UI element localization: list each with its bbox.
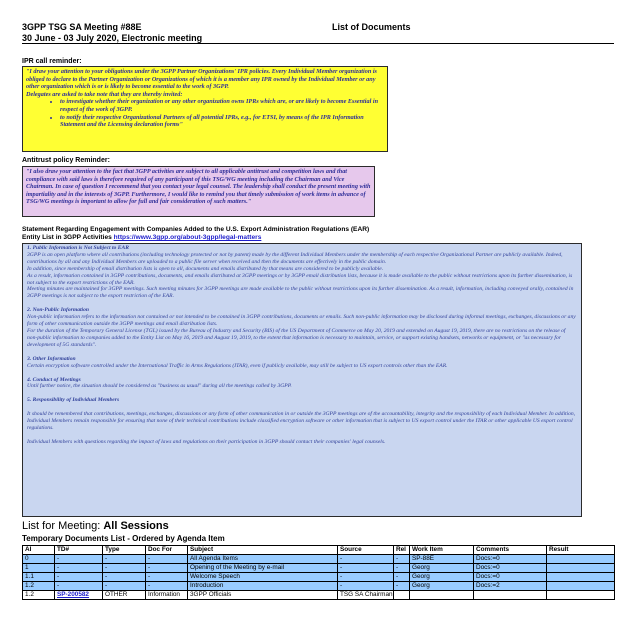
ear-section-5-paragraph: Individual Members with questions regarding the impact of laws and regulations on their participation in 3GPP should contact their companies' legal counsels. [27, 438, 386, 445]
ipr-reminder-box [22, 66, 388, 152]
td-link-sp-200582[interactable]: SP-200582 [57, 591, 89, 598]
cell-doc-for: - [146, 573, 188, 582]
ipr-title: IPR call reminder: [22, 58, 82, 65]
cell-comments: Docs:=0 [474, 555, 547, 564]
ear-section-2-paragraph: Non-public information refers to the information not contained or not intended to be contained in 3GPP contributions, documents or emails. Such non-public information may be disclosed during informal meetings, exchanges, discussions or any form of other communication outside the 3GPP meetings and email distribution lists. [27, 314, 576, 328]
table-row [23, 591, 615, 600]
cell-comments: Docs:=0 [474, 573, 547, 582]
col-header-result: Result [547, 546, 615, 555]
meeting-dates: 30 June - 03 July 2020, Electronic meeting [22, 32, 203, 43]
antitrust-reminder-box [22, 166, 375, 217]
col-header-td: TD# [55, 546, 103, 555]
ear-title-line-1: Statement Regarding Engagement with Companies Added to the U.S. Export Administration Regulations (EAR) [22, 226, 370, 233]
ear-section-1-heading: 1. Public Information is Not Subject to EAR [27, 245, 129, 251]
ear-title-line-2-text: Entity List in 3GPP Activities [22, 234, 112, 241]
cell-result [547, 582, 615, 591]
table-row [23, 582, 615, 591]
document-title: List of Documents [332, 22, 411, 32]
ipr-paragraph-2: Delegates are asked to take note that they are thereby invited: [26, 90, 183, 98]
ear-section-3-paragraph: Certain encryption software controlled under the International Traffic in Arms Regulations (ITAR), even if publicly available, may still be subject to US export controls other than the EAR. [27, 362, 448, 369]
cell-comments: Docs:=2 [474, 582, 547, 591]
ear-section-4-paragraph: Until further notice, the situation should be considered as "business as usual" during all the meetings called by 3GPP. [27, 383, 292, 390]
col-header-work-item: Work Item [410, 546, 474, 555]
cell-ai: 0 [23, 555, 55, 564]
ear-statement-title [22, 226, 582, 242]
ear-section-1-paragraph: As a result, information contained in 3GPP contributions, documents, and emails distributed at 3GPP meetings or by 3GPP email distribution lists, because it is made available to the public without restrictions upon its further dissemination, is not subject to the export restrictions of the EAR. [27, 272, 573, 286]
meeting-info [22, 22, 202, 43]
list-subtitle: Temporary Documents List - Ordered by Agenda Item [22, 534, 225, 543]
meeting-name: 3GPP TSG SA Meeting #88E [22, 22, 142, 32]
col-header-ai: AI [23, 546, 55, 555]
cell-rel: - [394, 582, 410, 591]
cell-ai: 1.2 [23, 582, 55, 591]
cell-result [547, 555, 615, 564]
list-prefix: List for Meeting: [22, 520, 101, 532]
antitrust-title: Antitrust policy Reminder: [22, 157, 110, 164]
cell-td: - [55, 564, 103, 573]
ipr-bullet-1: • to investigate whether their organization or any other organization owns IPRs which are, or are likely to become Essential in respect of the work of 3GPP. [60, 98, 384, 113]
cell-result [547, 591, 615, 600]
col-header-rel: Rel [394, 546, 410, 555]
header-divider [22, 43, 614, 44]
table-row [23, 555, 615, 564]
col-header-type: Type [103, 546, 146, 555]
cell-source: - [338, 582, 394, 591]
cell-doc-for: Information [146, 591, 188, 600]
cell-subject: All Agenda Items [188, 555, 338, 564]
cell-rel: - [394, 564, 410, 573]
table-header-row [23, 546, 615, 555]
cell-doc-for: - [146, 555, 188, 564]
cell-doc-for: - [146, 564, 188, 573]
ear-section-5-paragraph: It should be remembered that contributions, meetings, exchanges, discussions or any form of other communication in or outside the 3GPP meetings are of the accountability, integrity and the responsibility of each Individual Member. In addition, Individual Members remain responsible for ensuring that none of their technical contributions include classified encryption software or other information that is subject to US export control under the ITAR or other applicable US export control regulations. [27, 411, 576, 432]
cell-subject: Introduction [188, 582, 338, 591]
legal-matters-link[interactable]: https://www.3gpp.org/about-3gpp/legal-matters [113, 234, 262, 241]
ear-section-4-heading: 4. Conduct of Meetings [27, 376, 81, 383]
cell-rel: - [394, 573, 410, 582]
col-header-comments: Comments [474, 546, 547, 555]
ipr-bullet-list [26, 98, 384, 128]
ear-section-5-heading: 5. Responsibility of Individual Members [27, 397, 120, 404]
document-header [22, 22, 614, 44]
cell-ai: 1.2 [23, 591, 55, 600]
cell-td [55, 591, 103, 600]
cell-ai: 1.1 [23, 573, 55, 582]
cell-doc-for: - [146, 582, 188, 591]
cell-type: OTHER [103, 591, 146, 600]
cell-work-item: SP-88E [410, 555, 474, 564]
cell-source: - [338, 573, 394, 582]
cell-type: - [103, 564, 146, 573]
documents-table [22, 545, 615, 600]
cell-td: - [55, 582, 103, 591]
cell-type: - [103, 555, 146, 564]
ear-title-line-2 [22, 234, 582, 242]
cell-work-item: Georg [410, 564, 474, 573]
cell-comments [474, 591, 547, 600]
cell-rel: - [394, 555, 410, 564]
cell-td: - [55, 555, 103, 564]
cell-type: - [103, 582, 146, 591]
ipr-paragraph-1: "I draw your attention to your obligations under the 3GPP Partner Organizations' IPR policies. Every Individual Member organization is obliged to declare to the Partner Organization or Organizations of which it is a member any IPR owned by the Individual Member or any other organization which is or is likely to become essential to the work of 3GPP. [26, 68, 377, 91]
cell-result [547, 573, 615, 582]
ear-section-1-paragraph: 3GPP is an open platform where all contributions (including technology protected or not by patent) made by the different Individual Members under the membership of each respective Organizational Partner are publicly available. Indeed, contributions by all and any Individual Members are uploaded to a public file server when received and then the documents are effectively in the public domain. [27, 251, 563, 265]
ear-section-3-heading: 3. Other Information [27, 355, 76, 362]
cell-source: - [338, 564, 394, 573]
cell-subject: Opening of the Meeting by e-mail [188, 564, 338, 573]
ipr-bullet-2: • to notify their respective Organizational Partners of all potential IPRs, e.g., for ETSI, by means of the IPR Information Statement and the Licensing declaration forms" [60, 114, 384, 129]
ear-section-2-paragraph: For the duration of the Temporary General License (TGL) issued by the Bureau of Industry and Security (BIS) of the US Department of Commerce on May 20, 2019 and extended on August 19, 2019, there are no restrictions on the release of non-public information to companies added to the Entity List on May 16, 2019 and August 19, 2019, to the extent that information is necessary to maintain, service, or support existing handsets, networks or equipment, or "as necessary for development of 5G standards". [27, 327, 566, 348]
cell-type: - [103, 573, 146, 582]
list-for-meeting-title [22, 520, 169, 532]
cell-source: - [338, 555, 394, 564]
cell-ai: 1 [23, 564, 55, 573]
ear-section-1-paragraph: Meeting minutes are maintained for 3GPP meetings. Such meeting minutes for 3GPP meetings are made available to the public without restrictions upon its further dissemination. As a result, information, including conveyed orally, contained in 3GPP meetings is not subject to the export restriction of the EAR. [27, 286, 574, 300]
ear-section-2-heading: 2. Non-Public Information [27, 307, 90, 314]
cell-subject: Welcome Speech [188, 573, 338, 582]
cell-subject: 3GPP Officials [188, 591, 338, 600]
cell-work-item [410, 591, 474, 600]
col-header-subject: Subject [188, 546, 338, 555]
antitrust-text: "I also draw your attention to the fact that 3GPP activities are subject to all applicable antitrust and competition laws and that compliance with said laws is therefore required of any participant of this TSG/WG meeting including the Chairman and Vice Chairman. In case of question I recommend that you contact your legal counsel. The leadership shall conduct the present meeting with impartiality and in the interests of 3GPP. Furthermore, I would like to remind you that timely submission of work items in advance of TSG/WG meetings is important to allow for full and fair consideration of such matters." [26, 168, 371, 206]
ear-section-1-paragraph: In addition, since membership of email distribution lists is open to all, documents and emails distributed by that means are considered to be publicly available. [27, 265, 384, 272]
cell-work-item: Georg [410, 582, 474, 591]
cell-td: - [55, 573, 103, 582]
col-header-source: Source [338, 546, 394, 555]
cell-work-item: Georg [410, 573, 474, 582]
col-header-doc-for: Doc For [146, 546, 188, 555]
session-name: All Sessions [103, 520, 169, 532]
cell-result [547, 564, 615, 573]
table-row [23, 564, 615, 573]
table-row [23, 573, 615, 582]
cell-source: TSG SA Chairman [338, 591, 394, 600]
cell-rel [394, 591, 410, 600]
ear-statement-box [22, 243, 582, 517]
cell-comments: Docs:=0 [474, 564, 547, 573]
